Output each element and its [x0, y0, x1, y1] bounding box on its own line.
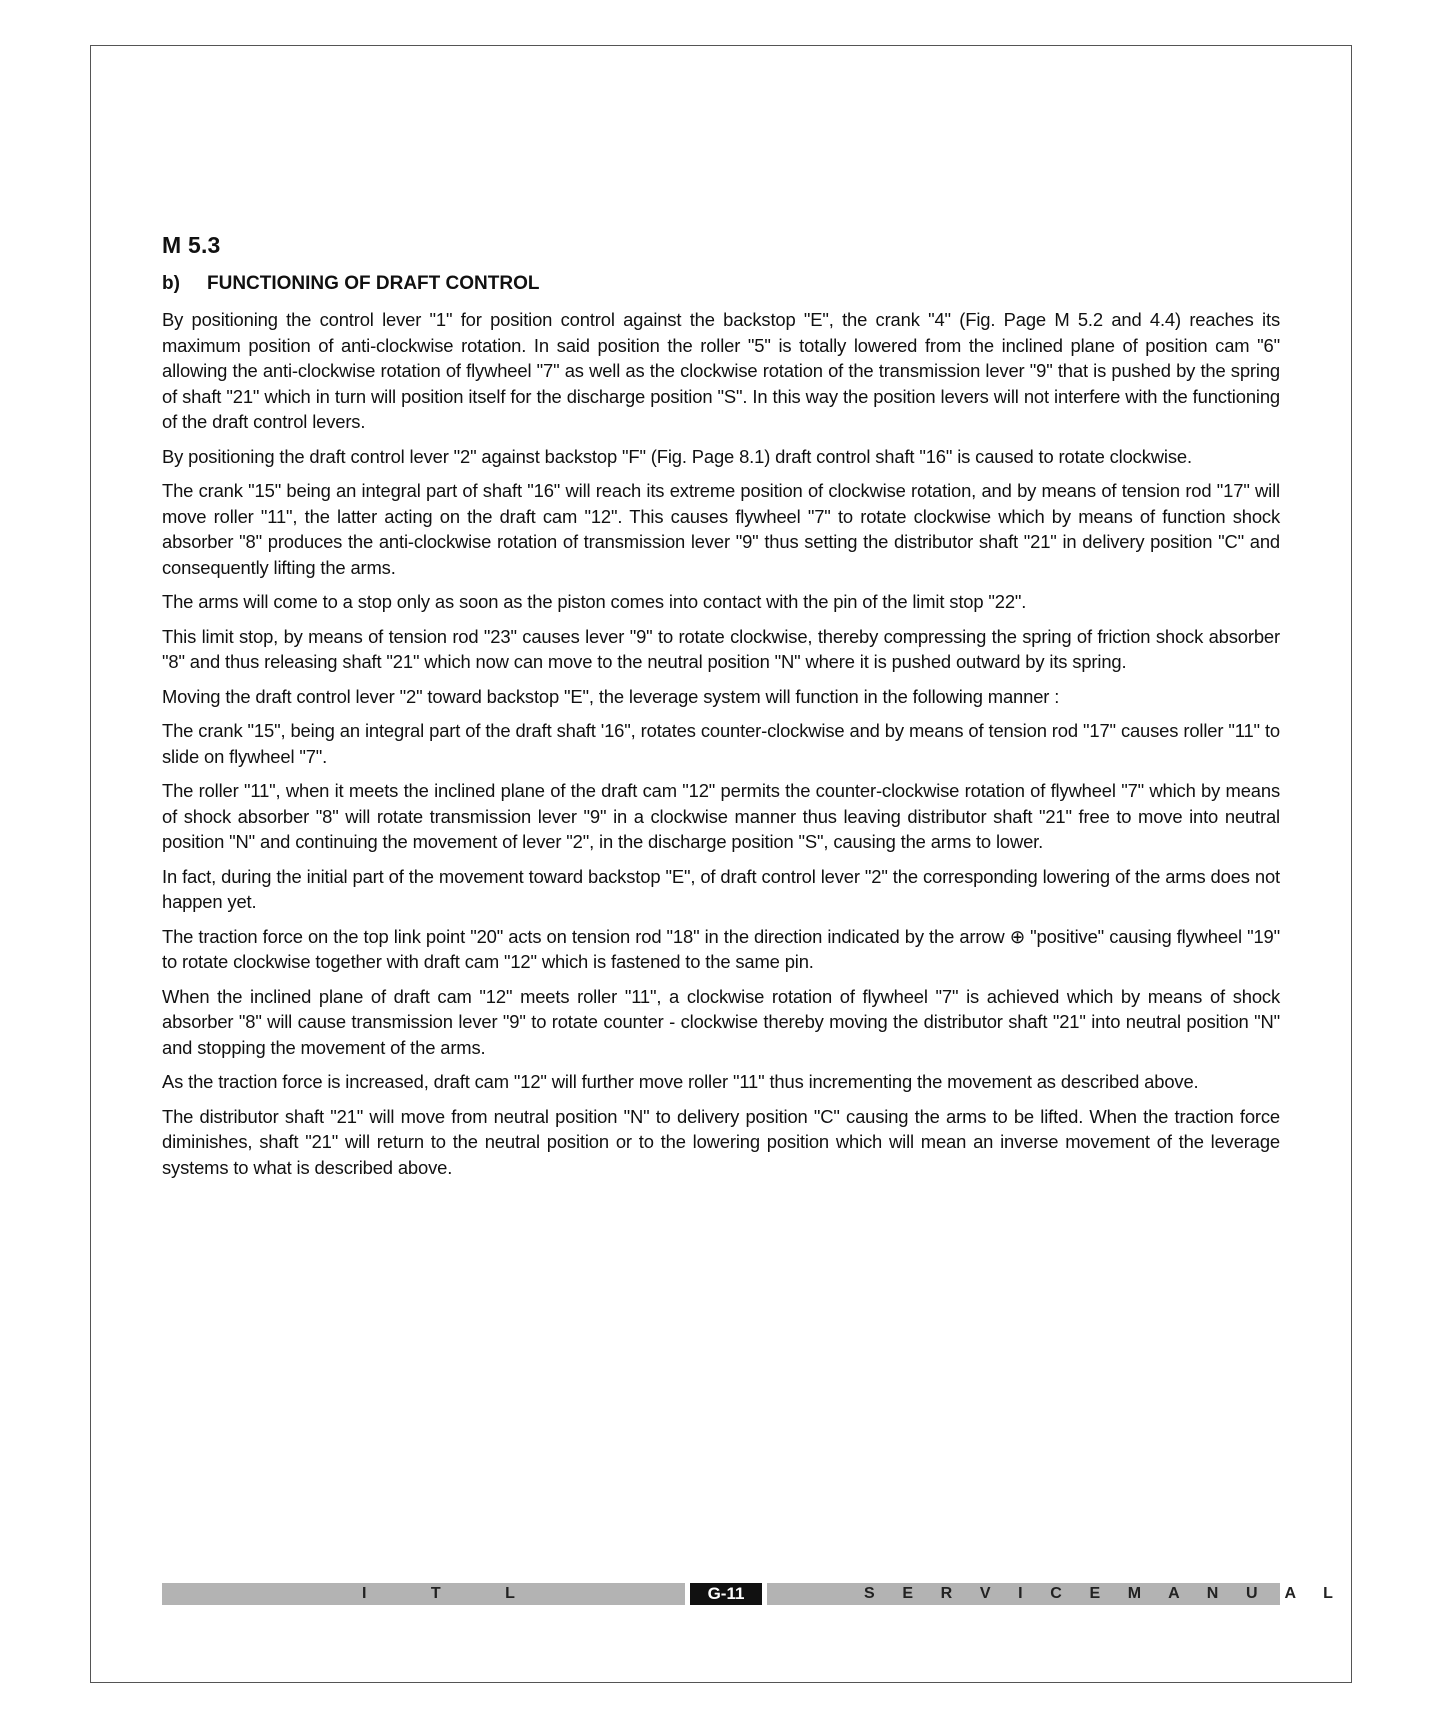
paragraph: When the inclined plane of draft cam "12" meets roller "11", a clockwise rotation of flywheel "7" is achieved which by means of shock absorber "8" will cause transmission lever "9" to rotate counter - clockwise thereby moving the distributor shaft "21" into neutral position "N" and stopping the movement of the arms. — [162, 985, 1280, 1058]
main-content — [162, 232, 1280, 1189]
paragraph: As the traction force is increased, draft cam "12" will further move roller "11" thus incrementing the movement as described above. — [162, 1071, 1199, 1092]
footer-bar — [162, 1583, 1345, 1605]
section-heading — [162, 273, 1280, 295]
paragraph: Moving the draft control lever "2" toward backstop "E", the leverage system will function in the following manner : — [162, 685, 1060, 707]
paragraph: This limit stop, by means of tension rod "23" causes lever "9" to rotate clockwise, thereby compressing the spring of friction shock absorber "8" and thus releasing shaft "21" which now can move to the neutral position "N" where it is pushed outward by its spring. — [162, 625, 1280, 672]
paragraph: The crank "15", being an integral part of the draft shaft '16", rotates counter-clockwise and by means of tension rod "17" causes roller "11" to slide on flywheel "7". — [162, 720, 1280, 767]
paragraph: The traction force on the top link point "20" acts on tension rod "18" in the direction indicated by the arrow ⊕ "positive" causing flywheel "19" to rotate clockwise together with draft cam "12" which is fastened to the same pin. — [162, 925, 1280, 972]
footer-brand: I T L — [362, 1585, 545, 1602]
paragraph: The distributor shaft "21" will move from neutral position "N" to delivery position "C" causing the arms to be lifted. When the traction force diminishes, shaft "21" will return to the neutral position or to the lowering position which will mean an inverse movement of the leverage systems to what is described above. — [162, 1105, 1280, 1178]
section-title: FUNCTIONING OF DRAFT CONTROL — [207, 273, 540, 294]
paragraph: The arms will come to a stop only as soon as the piston comes into contact with the pin of the limit stop "22". — [162, 591, 1027, 612]
paragraph: By positioning the draft control lever "2" against backstop "F" (Fig. Page 8.1) draft control shaft "16" is caused to rotate clockwise. — [162, 445, 1192, 467]
paragraph: In fact, during the initial part of the movement toward backstop "E", of draft control lever "2" the corresponding lowering of the arms does not happen yet. — [162, 865, 1280, 912]
footer-manual-label: S E R V I C E M A N U A L — [864, 1585, 1345, 1602]
page-code: G-11 — [707, 1584, 745, 1603]
paragraph: By positioning the control lever "1" for position control against the backstop "E", the crank "4" (Fig. Page M 5.2 and 4.4) reaches its maximum position of anti-clockwise rotation. In said position the roller "5" is totally lowered from the inclined plane of position cam "6" allowing the anti-clockwise rotation of flywheel "7" as well as the clockwise rotation of the transmission lever "9" that is pushed by the spring of shaft "21" which in turn will position itself for the discharge position "S". In this way the position levers will not interfere with the functioning of the draft control levers. — [162, 309, 1280, 432]
page-code-box — [685, 1583, 767, 1605]
paragraph: The roller "11", when it meets the inclined plane of the draft cam "12" permits the counter-clockwise rotation of flywheel "7" which by means of shock absorber "8" will rotate transmission lever "9" in a clockwise manner thus leaving distributor shaft "21" free to move into neutral position "N" and continuing the movement of lever "2", in the discharge position "S", causing the arms to lower. — [162, 780, 1280, 852]
section-letter: b) — [162, 273, 180, 294]
section-code: M 5.3 — [162, 232, 221, 258]
paragraph: The crank "15" being an integral part of shaft "16" will reach its extreme position of clockwise rotation, and by means of tension rod "17" will move roller "11", the latter acting on the draft cam "12". This causes flywheel "7" to rotate clockwise which by means of function shock absorber "8" produces the anti-clockwise rotation of transmission lever "9" thus setting the distributor shaft "21" in delivery position "C" and consequently lifting the arms. — [162, 480, 1280, 578]
